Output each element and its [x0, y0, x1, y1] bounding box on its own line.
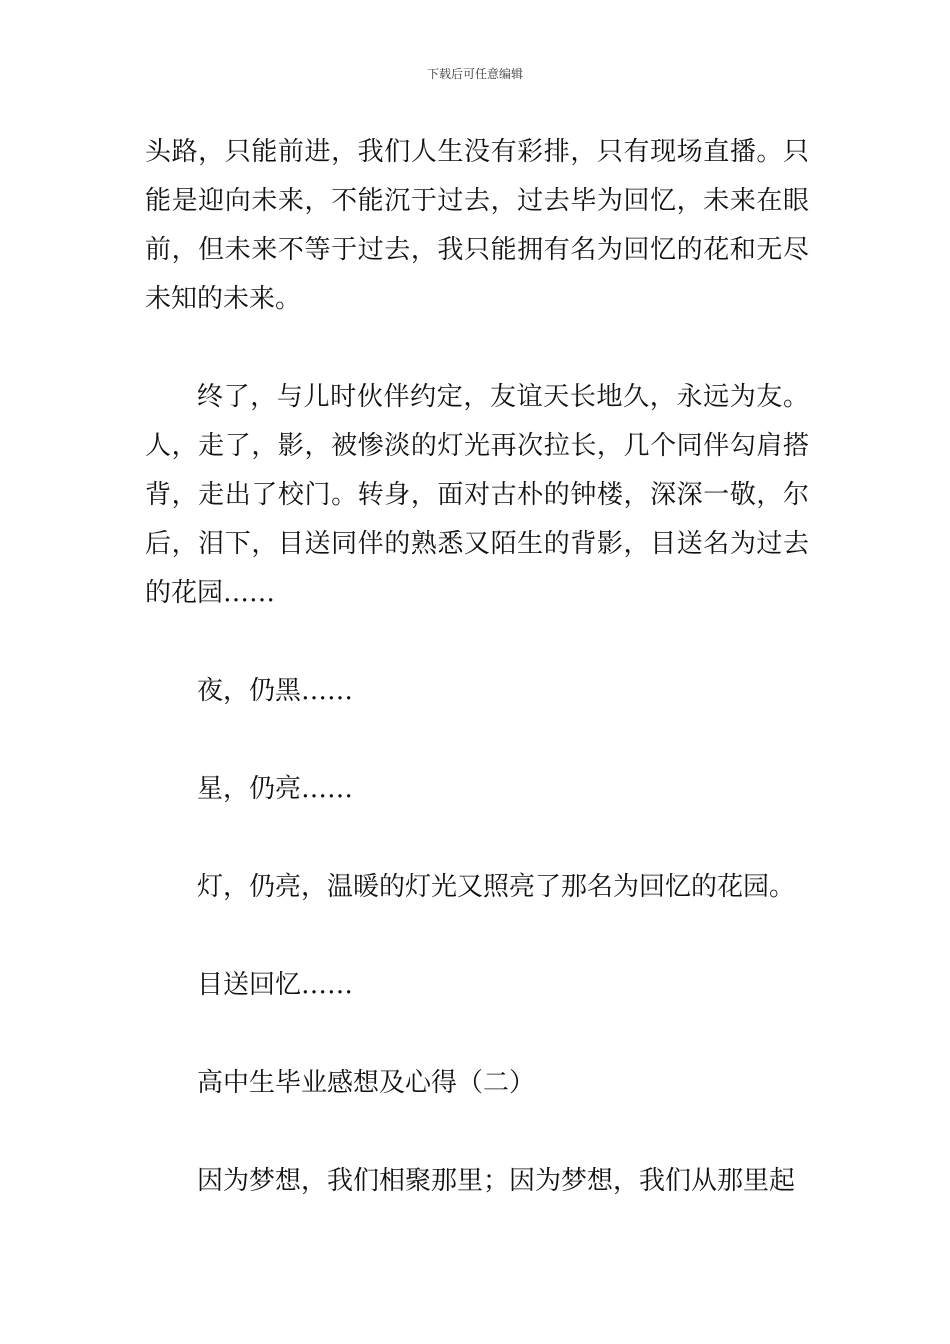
paragraph-6: 目送回忆……: [197, 970, 354, 1000]
paragraph-gap: [145, 324, 809, 373]
document-body: [145, 128, 809, 1206]
section-heading: 高中生毕业感想及心得（二）: [197, 1068, 536, 1098]
paragraph-gap: [145, 1010, 809, 1059]
paragraph-4: 星，仍亮……: [197, 774, 354, 804]
paragraph-gap: [145, 716, 809, 765]
paragraph-1: 头路，只能前进，我们人生没有彩排，只有现场直播。只能是迎向未来，不能沉于过去，过去毕为回忆，未来在眼前，但未来不等于过去，我只能拥有名为回忆的花和无尽未知的未来。: [145, 137, 809, 314]
paragraph-gap: [145, 618, 809, 667]
paragraph-3: 夜，仍黑……: [197, 676, 354, 706]
paragraph-8: 因为梦想，我们相聚那里；因为梦想，我们从那里起: [197, 1166, 796, 1196]
paragraph-2: 终了，与儿时伙伴约定，友谊天长地久，永远为友。人，走了，影，被惨淡的灯光再次拉长，几个同伴勾肩搭背，走出了校门。转身，面对古朴的钟楼，深深一敬，尔后，泪下，目送同伴的熟悉又陌生的背影，目送名为过去的花园……: [145, 382, 809, 608]
paragraph-gap: [145, 814, 809, 863]
paragraph-gap: [145, 1108, 809, 1157]
page-header: 下载后可任意编辑: [426, 67, 523, 81]
paragraph-gap: [145, 912, 809, 961]
paragraph-5: 灯，仍亮，温暖的灯光又照亮了那名为回忆的花园。: [197, 872, 796, 902]
